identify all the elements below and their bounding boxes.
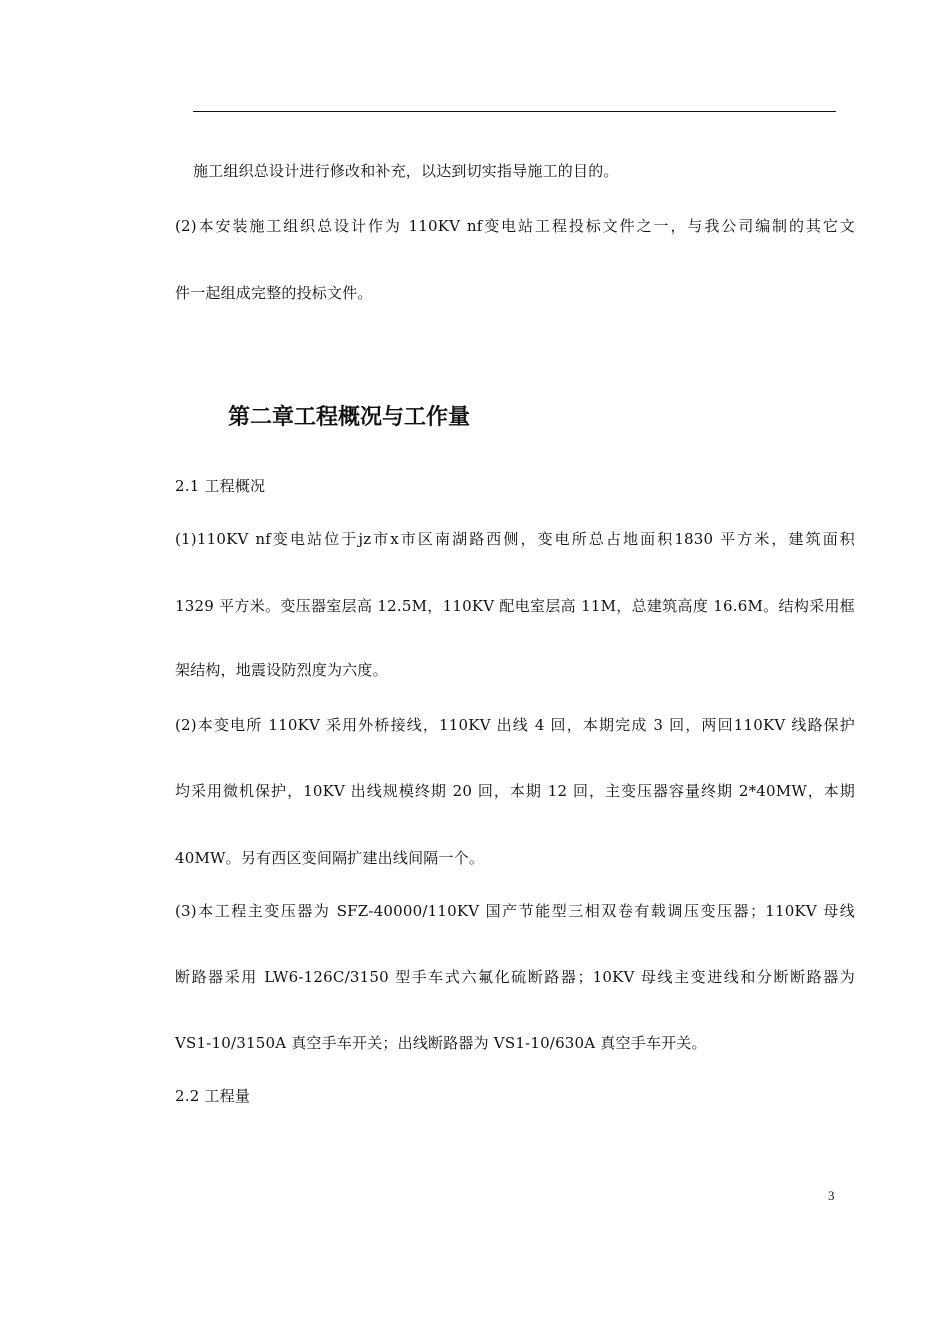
paragraph-line: 施工组织总设计进行修改和补充，以达到切实指导施工的目的。 xyxy=(193,162,619,180)
paragraph-line: (1)110KV nf变电站位于jz市x市区南湖路西侧，变电所总占地面积1830 平方米，建筑面积 xyxy=(175,530,855,548)
paragraph-line: (2)本安装施工组织总设计作为 110KV nf变电站工程投标文件之一，与我公司编制的其它文 xyxy=(175,217,855,235)
paragraph-line: 40MW。另有西区变间隔扩建出线间隔一个。 xyxy=(175,849,485,867)
paragraph-line: (3)本工程主变压器为 SFZ-40000/110KV 国产节能型三相双卷有载调压变压器；110KV 母线 xyxy=(175,902,855,920)
paragraph-line: 架结构，地震设防烈度为六度。 xyxy=(175,661,388,679)
paragraph-line: VS1-10/3150A 真空手车开关；出线断路器为 VS1-10/630A 真空手车开关。 xyxy=(175,1034,707,1052)
page-number: 3 xyxy=(828,1188,835,1203)
chapter-heading: 第二章工程概况与工作量 xyxy=(228,405,471,430)
paragraph-line: 断路器采用 LW6-126C/3150 型手车式六氟化硫断路器；10KV 母线主变进线和分断断路器为 xyxy=(175,968,855,986)
section-title: 2.1 工程概况 xyxy=(175,477,266,495)
paragraph-line: 件一起组成完整的投标文件。 xyxy=(175,284,373,302)
paragraph-line: 1329 平方米。变压器室层高 12.5M，110KV 配电室层高 11M，总建筑高度 16.6M。结构采用框 xyxy=(175,597,855,615)
paragraph-line: (2)本变电所 110KV 采用外桥接线，110KV 出线 4 回，本期完成 3 回，两回110KV 线路保护 xyxy=(175,716,855,734)
section-title: 2.2 工程量 xyxy=(175,1087,251,1105)
header-rule xyxy=(193,111,836,112)
paragraph-line: 均采用微机保护，10KV 出线规模终期 20 回，本期 12 回，主变压器容量终期 2*40MW，本期 xyxy=(175,782,855,800)
